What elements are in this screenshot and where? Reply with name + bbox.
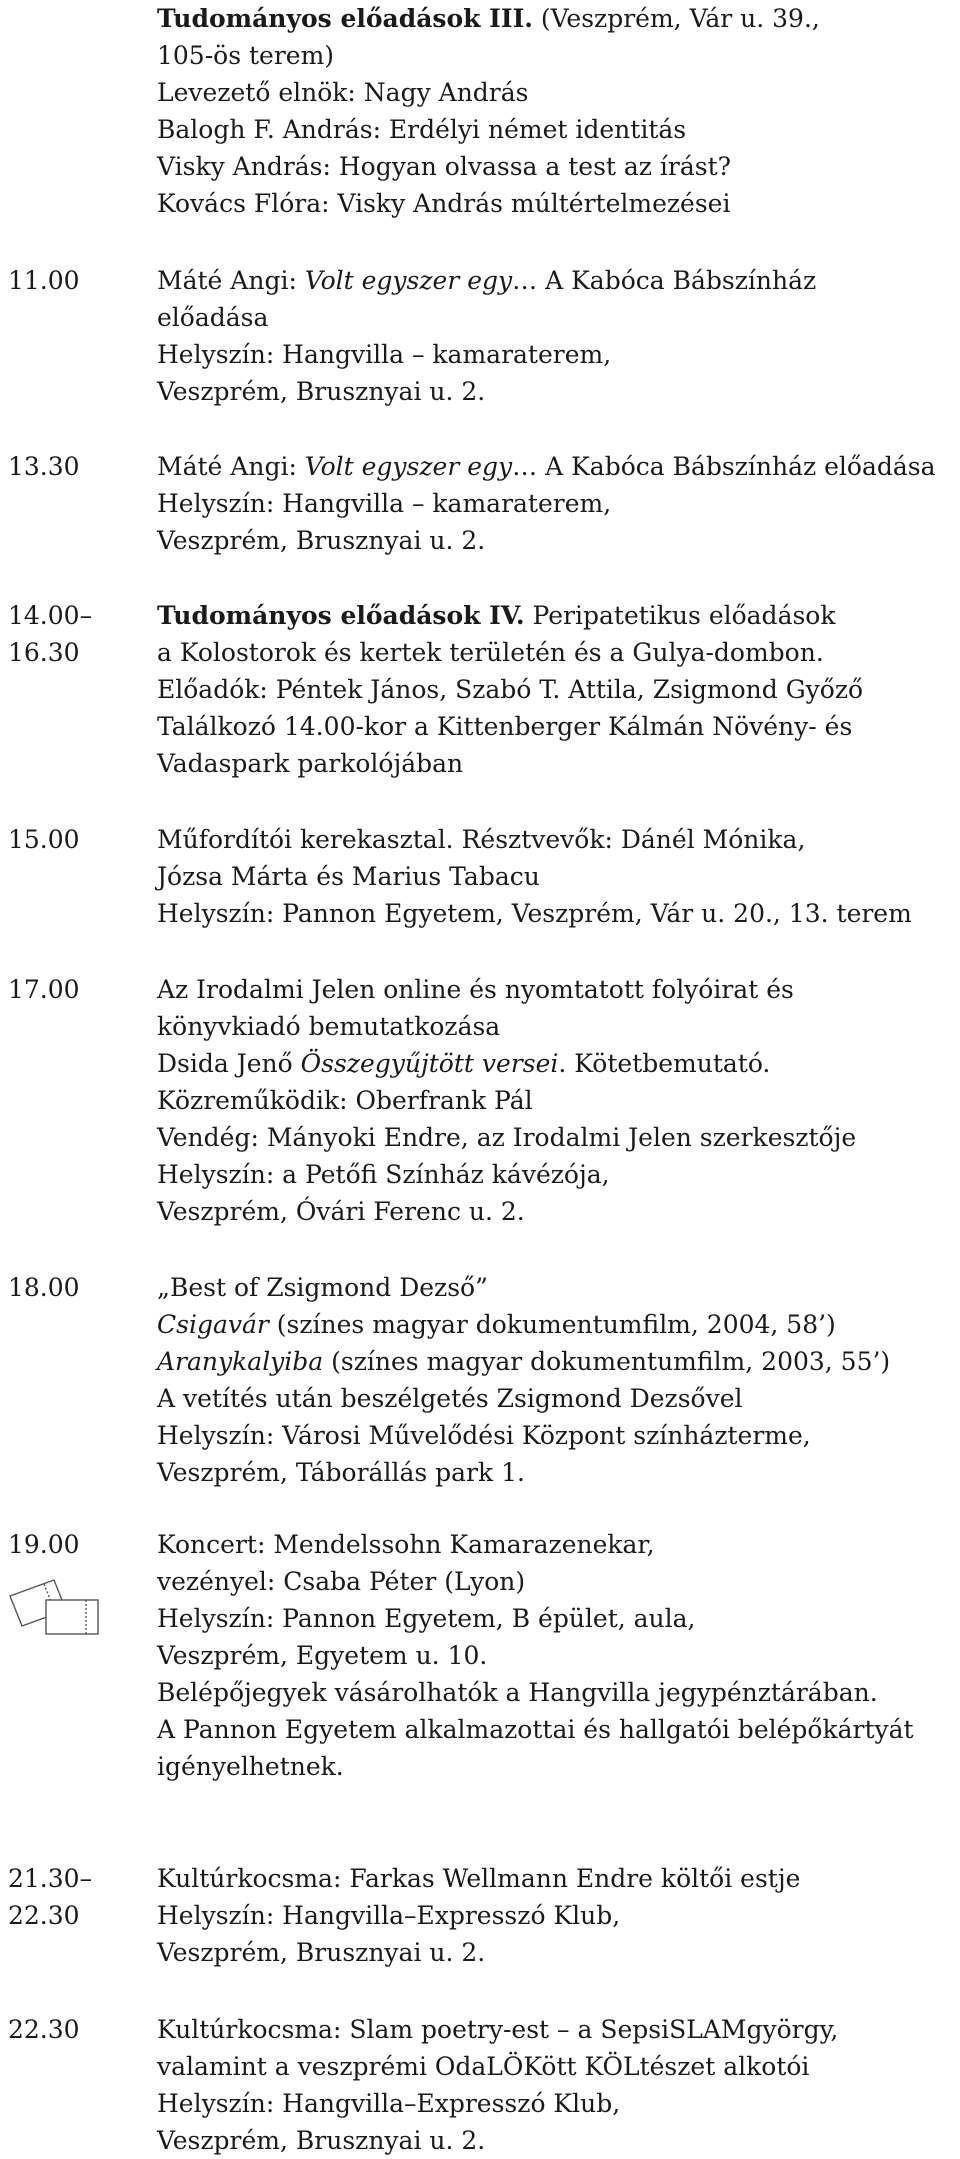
text-segment: Peripatetikus előadások	[524, 601, 836, 630]
text-segment: Balogh F. András: Erdélyi német identitás	[157, 115, 687, 144]
text-segment: Veszprém, Brusznyai u. 2.	[157, 2126, 486, 2155]
text-segment: valamint a veszprémi OdaLÖKött KÖLtészet alkotói	[157, 2052, 810, 2081]
entry-time-line: 17.00	[8, 975, 80, 1004]
text-segment: … A Kabóca Bábszínház	[512, 266, 817, 295]
entry-line	[157, 336, 957, 373]
entry-body	[157, 2011, 957, 2159]
text-segment: Kultúrkocsma: Farkas Wellmann Endre költői estje	[157, 1864, 801, 1893]
bold-text: Tudományos előadások IV.	[157, 601, 525, 630]
entry-line	[157, 2048, 957, 2085]
entry-body	[157, 448, 957, 559]
text-segment: Dsida Jenő	[157, 1049, 301, 1078]
entry-time	[8, 1269, 80, 1306]
entry-body	[157, 1526, 957, 1785]
entry-line	[157, 858, 957, 895]
entry-line	[157, 2122, 957, 2159]
entry-line	[157, 1674, 957, 1711]
text-segment: igényelhetnek.	[157, 1752, 344, 1781]
text-segment: Helyszín: Hangvilla–Expresszó Klub,	[157, 1901, 621, 1930]
entry-line	[157, 1860, 957, 1897]
entry-line	[157, 1119, 957, 1156]
entry-time	[8, 1860, 92, 1934]
entry-line	[157, 1193, 957, 1230]
text-segment: Helyszín: a Petőfi Színház kávézója,	[157, 1160, 610, 1189]
text-segment: (színes magyar dokumentumfilm, 2003, 55’)	[323, 1347, 891, 1376]
entry-line	[157, 74, 957, 111]
text-segment: Veszprém, Brusznyai u. 2.	[157, 377, 486, 406]
italic-title: Csigavár	[157, 1310, 269, 1339]
text-segment: előadása	[157, 303, 269, 332]
text-segment: … A Kabóca Bábszínház előadása	[512, 452, 936, 481]
text-segment: Levezető elnök: Nagy András	[157, 78, 529, 107]
entry-time-line: 22.30	[8, 2015, 80, 2044]
tickets-icon	[6, 1574, 102, 1638]
entry-body	[157, 1860, 957, 1971]
entry-line	[157, 1269, 957, 1306]
entry-line	[157, 1008, 957, 1045]
text-segment: a Kolostorok és kertek területén és a Gulya-dombon.	[157, 638, 824, 667]
entry-line	[157, 1343, 957, 1380]
entry-time	[8, 2011, 80, 2048]
text-segment: . Kötetbemutató.	[558, 1049, 771, 1078]
bold-text: Tudományos előadások III.	[157, 4, 533, 33]
entry-line	[157, 634, 957, 671]
entry-time	[8, 821, 80, 858]
entry-line	[157, 597, 957, 634]
entry-line	[157, 1563, 957, 1600]
italic-title: Volt egyszer egy	[304, 266, 513, 295]
text-segment: Helyszín: Hangvilla–Expresszó Klub,	[157, 2089, 621, 2118]
entry-body	[157, 0, 957, 222]
entry-time-line: 16.30	[8, 638, 80, 667]
entry-line	[157, 1600, 957, 1637]
entry-line	[157, 37, 957, 74]
entry-line	[157, 1526, 957, 1563]
entry-line	[157, 111, 957, 148]
entry-line	[157, 1417, 957, 1454]
entry-line	[157, 185, 957, 222]
entry-time	[8, 971, 80, 1008]
entry-line	[157, 2085, 957, 2122]
text-segment: Visky András: Hogyan olvassa a test az írást?	[157, 152, 732, 181]
text-segment: vezényel: Csaba Péter (Lyon)	[157, 1567, 526, 1596]
entry-line	[157, 1156, 957, 1193]
entry-time-line: 21.30–	[8, 1864, 93, 1893]
entry-line	[157, 1454, 957, 1491]
entry-line	[157, 1082, 957, 1119]
entry-body	[157, 821, 957, 932]
italic-title: Összegyűjtött versei	[300, 1049, 559, 1078]
entry-time-line: 15.00	[8, 825, 80, 854]
entry-line	[157, 448, 957, 485]
entry-line	[157, 1934, 957, 1971]
entry-time	[8, 1526, 80, 1563]
entry-time-line: 14.00–	[8, 601, 93, 630]
entry-line	[157, 1897, 957, 1934]
entry-body	[157, 1269, 957, 1491]
text-segment: Kovács Flóra: Visky András múltértelmezései	[157, 189, 731, 218]
text-segment: Veszprém, Óvári Ferenc u. 2.	[157, 1197, 525, 1226]
text-segment: Veszprém, Táborállás park 1.	[157, 1458, 525, 1487]
text-segment: Vadaspark parkolójában	[157, 749, 464, 778]
entry-line	[157, 0, 957, 37]
entry-time	[8, 597, 92, 671]
entry-line	[157, 671, 957, 708]
entry-time-line: 18.00	[8, 1273, 80, 1302]
entry-line	[157, 1748, 957, 1785]
text-segment: Helyszín: Hangvilla – kamaraterem,	[157, 340, 612, 369]
entry-line	[157, 1711, 957, 1748]
text-segment: Helyszín: Hangvilla – kamaraterem,	[157, 489, 612, 518]
entry-line	[157, 2011, 957, 2048]
entry-line	[157, 821, 957, 858]
text-segment: Az Irodalmi Jelen online és nyomtatott folyóirat és	[157, 975, 794, 1004]
entry-line	[157, 373, 957, 410]
text-segment: „Best of Zsigmond Dezső”	[157, 1273, 488, 1302]
entry-line	[157, 1306, 957, 1343]
entry-time-line: 22.30	[8, 1901, 80, 1930]
entry-time-line: 11.00	[8, 266, 80, 295]
text-segment: (Veszprém, Vár u. 39.,	[532, 4, 820, 33]
entry-line	[157, 708, 957, 745]
text-segment: könyvkiadó bemutatkozása	[157, 1012, 501, 1041]
entry-line	[157, 299, 957, 336]
text-segment: Találkozó 14.00-kor a Kittenberger Kálmán Növény- és	[157, 712, 853, 741]
entry-body	[157, 971, 957, 1230]
text-segment: Veszprém, Brusznyai u. 2.	[157, 526, 486, 555]
text-segment: Helyszín: Városi Művelődési Központ színházterme,	[157, 1421, 811, 1450]
entry-line	[157, 1380, 957, 1417]
text-segment: Józsa Márta és Marius Tabacu	[157, 862, 540, 891]
text-segment: A vetítés után beszélgetés Zsigmond Dezsővel	[157, 1384, 743, 1413]
entry-body	[157, 597, 957, 782]
text-segment: Kultúrkocsma: Slam poetry-est – a SepsiSLAMgyörgy,	[157, 2015, 839, 2044]
entry-line	[157, 522, 957, 559]
text-segment: Máté Angi:	[157, 266, 305, 295]
entry-time	[8, 262, 80, 299]
text-segment: Máté Angi:	[157, 452, 305, 481]
text-segment: Helyszín: Pannon Egyetem, Veszprém, Vár u. 20., 13. terem	[157, 899, 912, 928]
text-segment: A Pannon Egyetem alkalmazottai és hallgatói belépőkártyát	[157, 1715, 914, 1744]
italic-title: Aranykalyiba	[157, 1347, 324, 1376]
entry-line	[157, 485, 957, 522]
entry-line	[157, 895, 957, 932]
text-segment: 105-ös terem)	[157, 41, 335, 70]
entry-line	[157, 262, 957, 299]
italic-title: Volt egyszer egy	[304, 452, 513, 481]
text-segment: Közreműködik: Oberfrank Pál	[157, 1086, 533, 1115]
text-segment: Veszprém, Brusznyai u. 2.	[157, 1938, 486, 1967]
text-segment: Koncert: Mendelssohn Kamarazenekar,	[157, 1530, 655, 1559]
entry-time-line: 19.00	[8, 1530, 80, 1559]
entry-time-line: 13.30	[8, 452, 80, 481]
entry-body	[157, 262, 957, 410]
entry-line	[157, 971, 957, 1008]
entry-line	[157, 148, 957, 185]
text-segment: Vendég: Mányoki Endre, az Irodalmi Jelen szerkesztője	[157, 1123, 857, 1152]
entry-line	[157, 1045, 957, 1082]
text-segment: Belépőjegyek vásárolhatók a Hangvilla jegypénztárában.	[157, 1678, 878, 1707]
text-segment: Műfordítói kerekasztal. Résztvevők: Dánél Mónika,	[157, 825, 806, 854]
text-segment: Veszprém, Egyetem u. 10.	[157, 1641, 488, 1670]
entry-line	[157, 1637, 957, 1674]
text-segment: Előadók: Péntek János, Szabó T. Attila, Zsigmond Győző	[157, 675, 864, 704]
entry-line	[157, 745, 957, 782]
entry-time	[8, 448, 80, 485]
text-segment: (színes magyar dokumentumfilm, 2004, 58’)	[268, 1310, 836, 1339]
text-segment: Helyszín: Pannon Egyetem, B épület, aula,	[157, 1604, 696, 1633]
